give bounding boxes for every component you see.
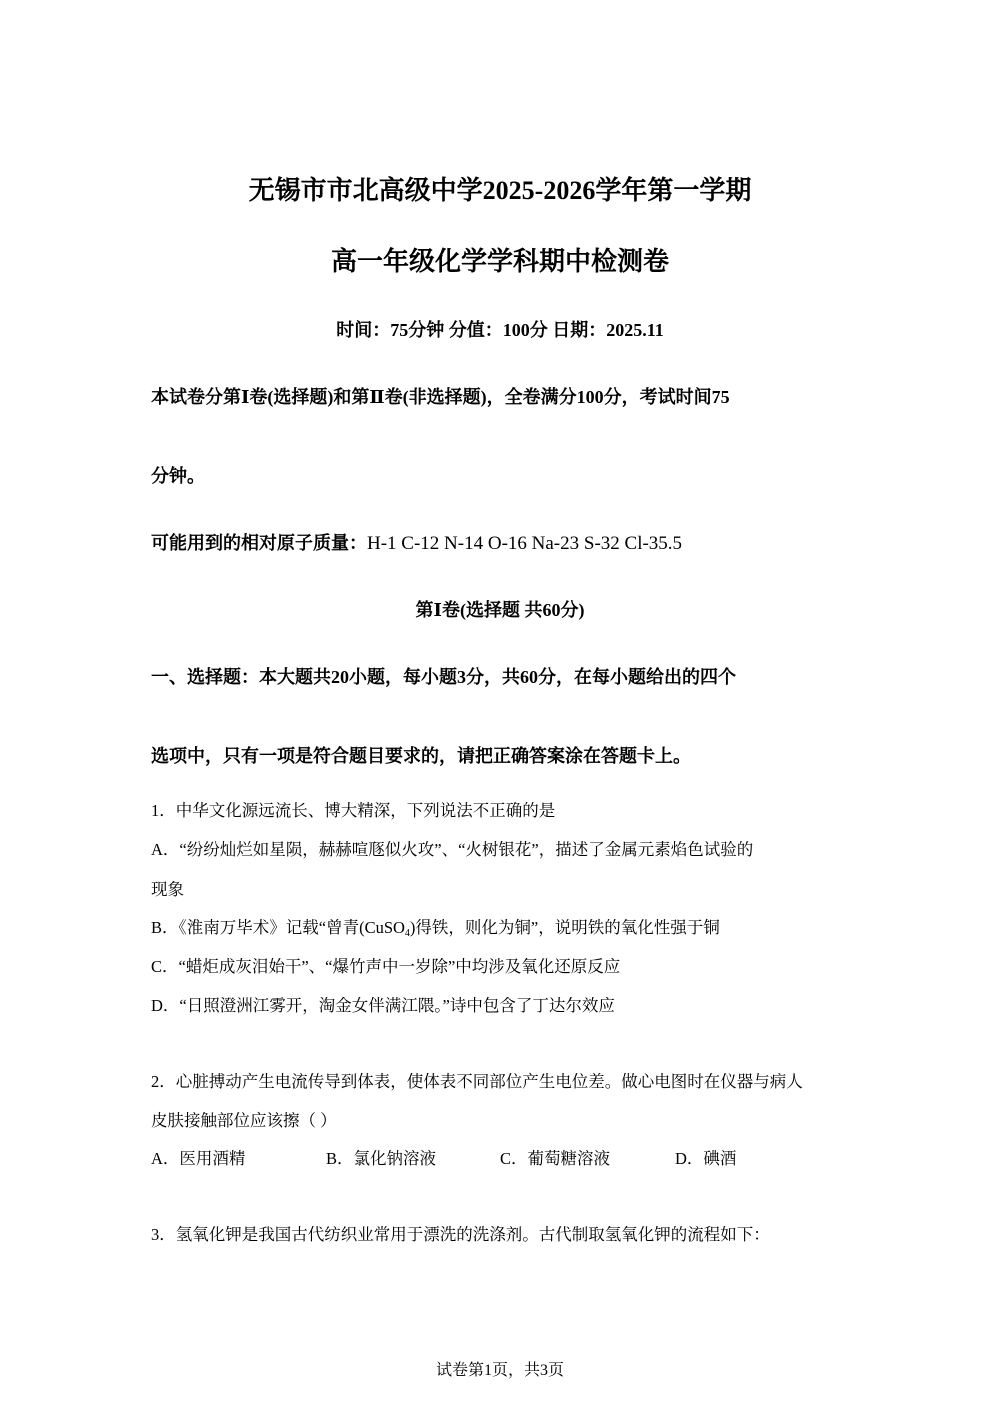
question-1-option-c: C．“蜡炬成灰泪始干”、“爆竹声中一岁除”中均涉及氧化还原反应 xyxy=(151,957,621,976)
atomic-mass-line xyxy=(151,529,682,555)
question-2-option-a: A．医用酒精 xyxy=(151,1149,246,1168)
question-1-option-b-pre: B．《淮南万毕术》记载“曾青(CuSO xyxy=(151,918,405,937)
question-1-option-a: A．“纷纷灿烂如星陨，赫赫喧豗似火攻”、“火树银花”，描述了金属元素焰色试验的 xyxy=(151,840,754,859)
exam-title-line2: 高一年级化学学科期中检测卷 xyxy=(330,247,669,276)
question-2-option-c: C．葡萄糖溶液 xyxy=(500,1149,611,1168)
question-1-option-b-post: )得铁，则化为铜”，说明铁的氧化性强于铜 xyxy=(409,918,720,937)
part1-instructions-line1: 一、选择题：本大题共20小题，每小题3分，共60分，在每小题给出的四个 xyxy=(151,667,736,687)
part1-instructions-line2: 选项中，只有一项是符合题目要求的，请把正确答案涂在答题卡上。 xyxy=(151,746,691,766)
question-1-option-b-sub: 4 xyxy=(404,928,410,939)
exam-intro-line2: 分钟。 xyxy=(151,466,205,486)
question-2-stem-line1: 2．心脏搏动产生电流传导到体表，使体表不同部位产生电位差。做心电图时在仪器与病人 xyxy=(151,1072,803,1091)
question-1-stem: 1．中华文化源远流长、博大精深，下列说法不正确的是 xyxy=(151,801,556,820)
question-2-option-b: B．氯化钠溶液 xyxy=(326,1149,437,1168)
part1-heading: 第Ⅰ卷(选择题 共60分) xyxy=(415,600,585,620)
atomic-mass-label: 可能用到的相对原子质量： xyxy=(151,533,367,553)
page-footer: 试卷第1页，共3页 xyxy=(435,1362,564,1379)
question-2-stem-line2: 皮肤接触部位应该擦（ ） xyxy=(151,1111,337,1130)
question-1-option-b xyxy=(151,914,720,939)
exam-title-line1: 无锡市市北高级中学2025-2026学年第一学期 xyxy=(248,176,752,205)
exam-meta: 时间：75分钟 分值：100分 日期：2025.11 xyxy=(336,320,664,340)
atomic-mass-values: H-1 C-12 N-14 O-16 Na-23 S-32 Cl-35.5 xyxy=(367,533,683,554)
question-1-option-d: D．“日照澄洲江雾开，淘金女伴满江隈。”诗中包含了丁达尔效应 xyxy=(151,996,615,1015)
question-3-stem: 3．氢氧化钾是我国古代纺织业常用于漂洗的洗涤剂。古代制取氢氧化钾的流程如下： xyxy=(151,1225,770,1244)
question-2-option-d: D．碘酒 xyxy=(675,1149,737,1168)
exam-intro-line1: 本试卷分第Ⅰ卷(选择题)和第Ⅱ卷(非选择题)，全卷满分100分，考试时间75 xyxy=(151,387,730,407)
question-1-option-a-cont: 现象 xyxy=(151,880,184,899)
